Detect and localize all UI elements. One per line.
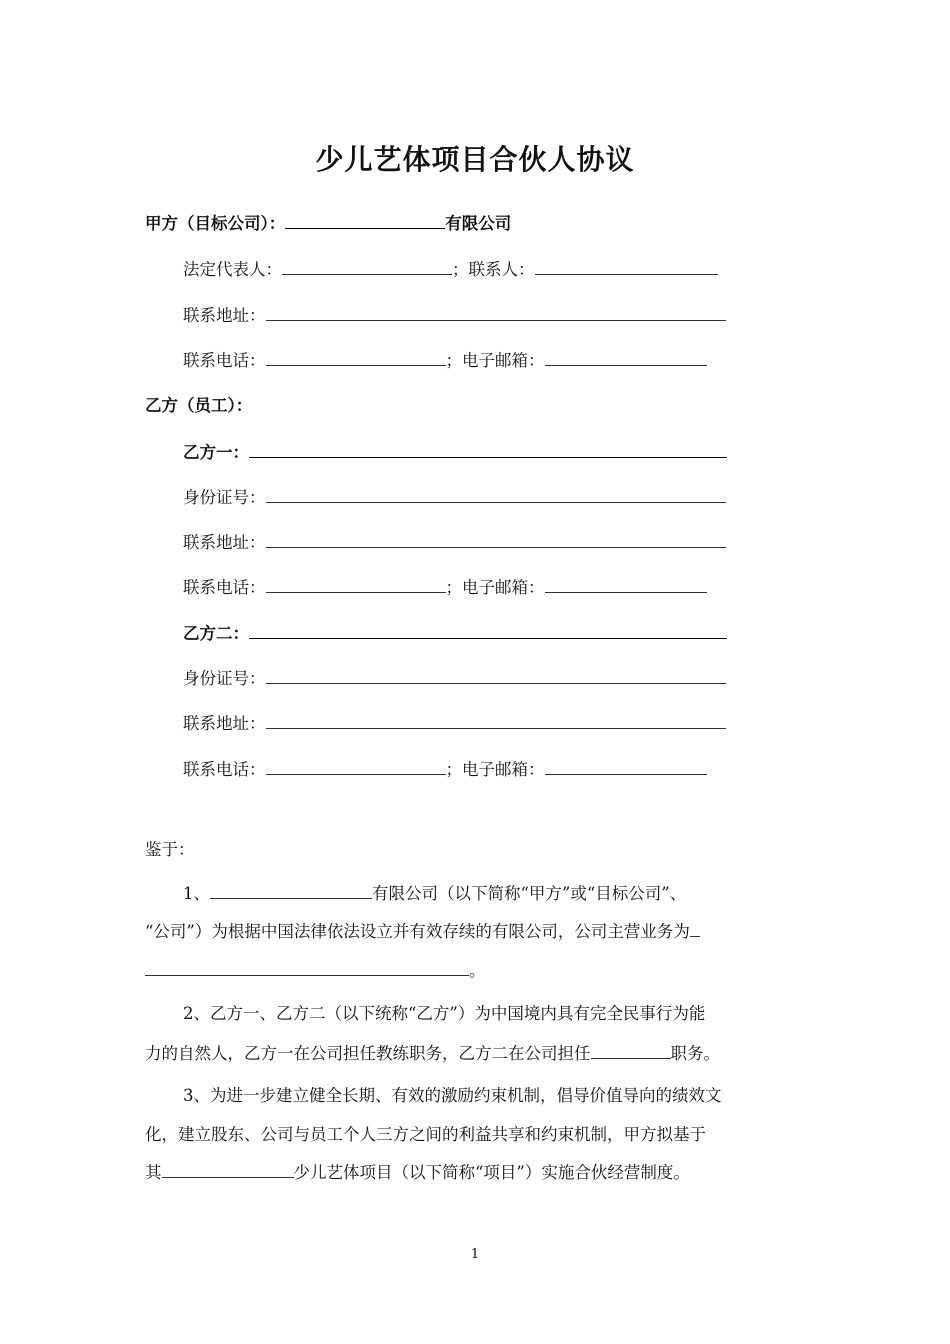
clause-3-line-3 [145,1161,690,1184]
party-b1-line [183,441,727,464]
clause-2-text-a: 力的自然人，乙方一在公司担任教练职务，乙方二在公司担任 [145,1044,591,1063]
party-b1-phone-label: 联系电话： [183,578,266,597]
clause-2-line-2 [145,1042,720,1065]
clause-2-position-blank[interactable] [591,1042,671,1059]
clause-3-blank[interactable] [162,1161,294,1178]
clause-2-line-1: 2、乙方一、乙方二（以下统称“乙方”）为中国境内具有完全民事行为能 [183,1004,706,1023]
party-b2-id-line [183,667,726,690]
party-a-phone-label: 联系电话： [183,351,266,370]
party-b2-line [183,622,727,645]
document-title: 少儿艺体项目合伙人协议 [315,143,635,176]
party-a-email-blank[interactable] [545,349,707,366]
clause-3-line-2: 化，建立股东、公司与员工个人三方之间的利益共享和约束机制，甲方拟基于 [145,1125,706,1144]
party-b1-id-line [183,486,726,509]
party-b-label: 乙方（员工）： [145,396,253,415]
clause-1-company-blank[interactable] [210,882,372,899]
party-b1-email-blank[interactable] [545,576,707,593]
party-a-email-label: ；电子邮箱： [445,351,545,370]
clause-1-end: 。 [469,961,486,980]
clause-3-text-a: 其 [145,1163,162,1182]
party-a-company-blank[interactable] [285,212,445,229]
clause-1-business-blank[interactable] [145,959,469,976]
contact-person-label: ；联系人： [452,260,535,279]
whereas-heading: 鉴于： [145,840,195,859]
clause-1-line-2 [145,920,700,943]
clause-2-text-b: 职务。 [670,1044,720,1063]
party-a-label: 甲方（目标公司）： [145,214,286,233]
clause-3-text-b: 少儿艺体项目（以下简称“项目”）实施合伙经营制度。 [293,1163,690,1182]
clause-1-line-1 [183,882,686,905]
party-a-phone-blank[interactable] [266,349,446,366]
party-b2-id-label: 身份证号： [183,669,266,688]
party-b2-email-blank[interactable] [545,758,707,775]
party-b1-address-label: 联系地址： [183,533,266,552]
party-b1-address-line [183,531,726,554]
party-b1-phone-line [183,576,707,599]
party-b2-id-blank[interactable] [266,667,726,684]
party-b2-address-line [183,712,726,735]
party-a-phone-line [183,349,707,372]
clause-1-line-3 [145,959,486,982]
contact-person-blank[interactable] [535,258,718,275]
party-b1-email-label: ；电子邮箱： [445,578,545,597]
party-b2-address-label: 联系地址： [183,714,266,733]
party-b1-phone-blank[interactable] [266,576,446,593]
party-b1-id-label: 身份证号： [183,488,266,507]
legal-rep-line [183,258,718,281]
party-a-suffix: 有限公司 [445,214,512,233]
party-b1-label: 乙方一： [183,443,249,462]
party-b2-phone-blank[interactable] [266,758,446,775]
party-b1-address-blank[interactable] [266,531,726,548]
clause-3-line-1: 3、为进一步建立健全长期、有效的激励约束机制，倡导价值导向的绩效文 [183,1086,722,1105]
party-b2-phone-label: 联系电话： [183,760,266,779]
clause-1-text-a: 有限公司（以下简称“甲方”或“目标公司”、 [372,884,687,903]
party-b1-name-blank[interactable] [249,441,727,458]
party-a-address-line [183,304,726,327]
clause-1-text-b: “公司”）为根据中国法律依法设立并有效存续的有限公司，公司主营业务为 [145,922,690,941]
party-a-address-blank[interactable] [266,304,726,321]
party-a-line [145,212,511,235]
party-b1-id-blank[interactable] [266,486,726,503]
party-a-address-label: 联系地址： [183,306,266,325]
party-b2-name-blank[interactable] [249,622,727,639]
legal-rep-blank[interactable] [282,258,452,275]
party-b2-address-blank[interactable] [266,712,726,729]
legal-rep-label: 法定代表人： [183,260,282,279]
clause-1-business-blank-start[interactable] [690,920,700,937]
clause-1-number: 1、 [183,884,210,903]
party-b2-phone-line [183,758,707,781]
party-b2-email-label: ；电子邮箱： [445,760,545,779]
page-number: 1 [470,1247,480,1262]
party-b2-label: 乙方二： [183,624,249,643]
